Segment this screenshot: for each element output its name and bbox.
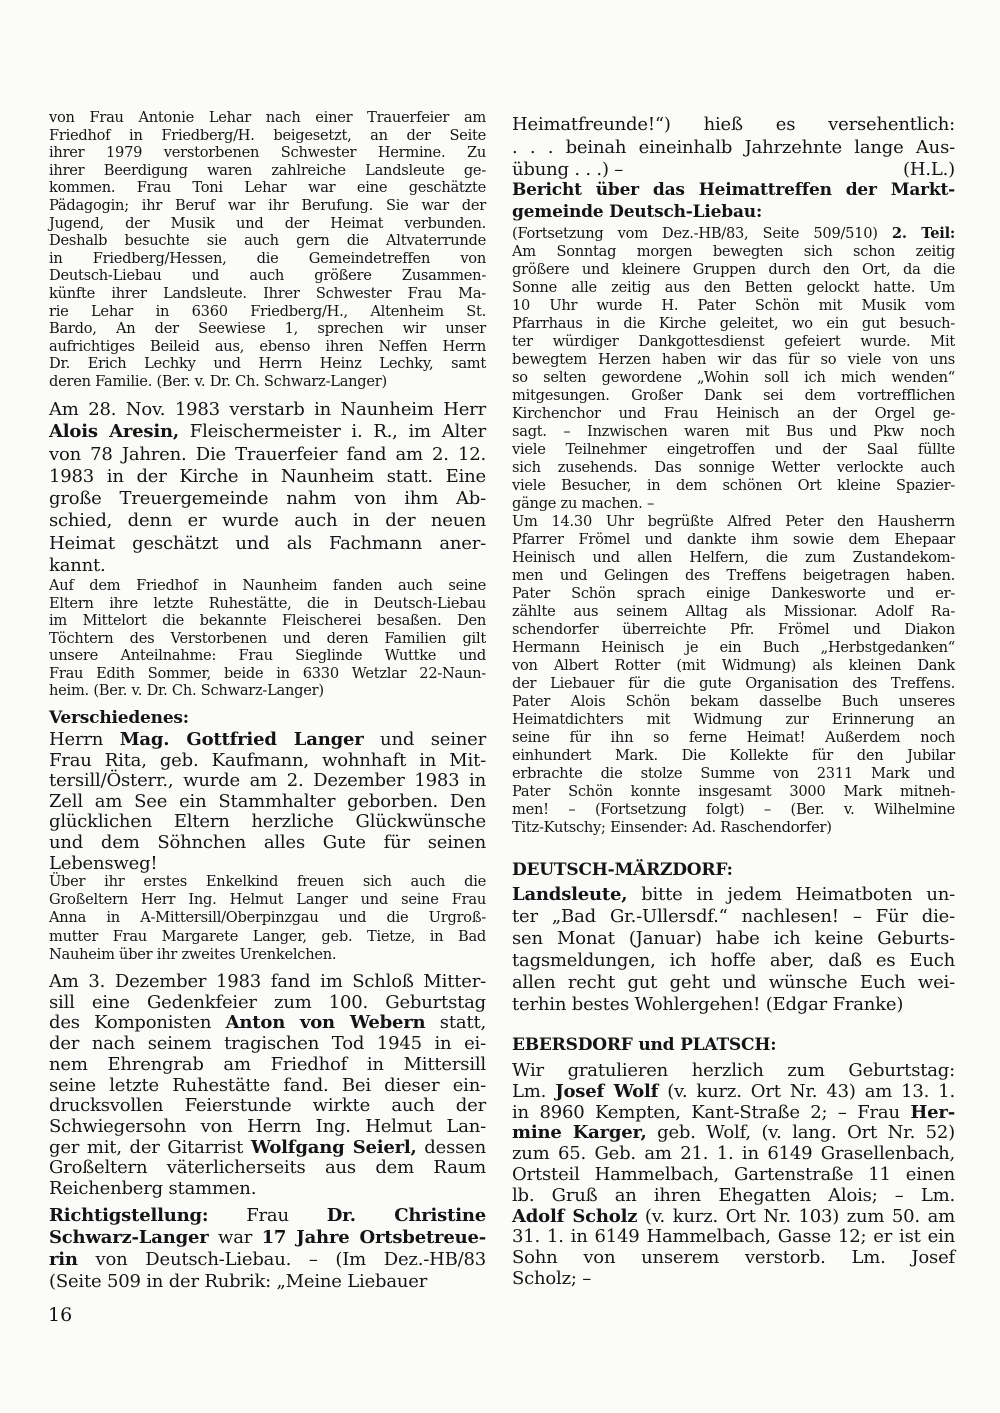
text-line (49, 1205, 486, 1227)
bold-text-run: Landsleute, (512, 884, 628, 905)
section-heading-deutsch-maerzdorf (512, 859, 955, 881)
heading-line: Bericht über das Heimattreffen der Markt- (512, 180, 955, 200)
text-line: Dr. Erich Lechky und Herrn Heinz Lechky, samt (49, 355, 486, 373)
text-line: Eltern ihre letzte Ruhestätte, die in Deutsch-Liebau (49, 594, 486, 612)
heimattreffen-afternoon-paragraph (512, 513, 955, 837)
text-line: viele Teilnehmer eingetroffen und der Saal füllte (512, 441, 955, 458)
heading-line: EBERSDORF und PLATSCH: (512, 1035, 777, 1055)
text-run: von Deutsch-Liebau. – (Im Dez.-HB/83 (77, 1249, 486, 1270)
text-line: und dem Söhnchen alles Gute für seinen (49, 831, 486, 853)
bold-text-run: Josef Wolf (555, 1080, 659, 1102)
text-line: tagsmeldungen, ich hoffe aber, daß es Euch (512, 950, 955, 971)
text-line: kannt. (49, 555, 106, 577)
bold-text-run: Adolf Scholz (512, 1205, 638, 1227)
text-line: sich zusehends. Das sonnige Wetter verlockte auch (512, 459, 955, 476)
text-line: terhin bestes Wohlergehen! (Edgar Franke) (512, 994, 904, 1015)
text-run: (v. kurz. Ort Nr. 103) zum 50. am (637, 1205, 955, 1227)
bold-text-run: 2. Teil: (891, 225, 955, 242)
text-line: Am 28. Nov. 1983 verstarb in Naunheim Herr (49, 399, 486, 420)
heading-line: gemeinde Deutsch-Liebau: (512, 202, 763, 222)
heimattreffen-report-paragraph (512, 225, 955, 513)
text-line: seine für ihn so ferne Heimat! Außerdem noch (512, 729, 955, 746)
text-line: Töchtern des Verstorbenen und deren Familien gilt (49, 629, 486, 647)
text-line: men und Gelingen des Treffens beigetragen haben. (512, 567, 955, 584)
text-run: (Fortsetzung vom Dez.-HB/83, Seite 509/510) (512, 225, 892, 242)
text-line (512, 225, 955, 243)
text-line: ter würdiger Dankgottesdienst gefeiert wurde. Mit (512, 333, 955, 350)
text-line: 31. 1. in 6149 Hammelbach, Gasse 12; er ist ein (512, 1226, 955, 1248)
section-heading-ebersdorf-platsch (512, 1034, 955, 1056)
text-line: Titz-Kutschy; Einsender: Ad. Raschendorfer) (512, 819, 832, 836)
text-line (512, 1103, 955, 1124)
text-line: Pfarrer Frömel und dankte ihm sowie dem Ehepaar (512, 531, 955, 548)
text-line: (Seite 509 in der Rubrik: „Meine Liebauer (49, 1271, 428, 1292)
section-heading-verschiedenes (49, 707, 486, 729)
text-run: übung . . .) – (512, 159, 624, 180)
text-line: sagt. – Inzwischen waren mit Bus und Pkw noch (512, 423, 955, 440)
text-line: Auf dem Friedhof in Naunheim fanden auch seine (49, 577, 486, 594)
text-line: rie Lehar in 6360 Friedberg/H., Altenheim St. (49, 302, 486, 320)
text-line: künfte ihrer Landsleute. Ihrer Schwester Frau Ma- (49, 284, 486, 302)
text-run: statt, (425, 1012, 486, 1034)
text-line: Deutsch-Liebau und auch größere Zusammen- (49, 267, 486, 285)
bold-text-run: rin (49, 1249, 78, 1270)
text-line: Zell am See ein Stammhalter geborben. Den (49, 790, 486, 812)
text-line: lb. Gruß an ihren Ehegatten Alois; – Lm. (512, 1184, 955, 1206)
text-line: von Albert Rotter (mit Widmung) als kleinen Dank (512, 657, 955, 674)
text-run: Frau (208, 1205, 327, 1226)
grandparents-paragraph (49, 873, 486, 964)
text-line (49, 421, 486, 443)
bold-text-run: Schwarz-Langer (49, 1227, 209, 1248)
text-line: zählte aus seinem Alltag als Missionar. Adolf Ra- (512, 603, 955, 620)
text-line: Friedhof in Friedberg/H. beigesetzt, an der Seite (49, 126, 486, 144)
text-run: Herrn (49, 729, 120, 750)
bold-text-run: Wolfgang Seierl, (250, 1136, 417, 1158)
text-line: deren Familie. (Ber. v. Dr. Ch. Schwarz-Langer) (49, 372, 387, 390)
aresin-family-paragraph (49, 577, 486, 700)
text-line: viele Besucher, in dem schönen Ort kleine Spazier- (512, 477, 955, 494)
text-line: bewegtem Herzen haben wir das für so viele von uns (512, 351, 955, 368)
text-line: große Treuergemeinde nahm von ihm Ab- (49, 488, 486, 510)
text-line: zum 65. Geb. am 21. 1. in 6149 Grasellenbach, (512, 1143, 955, 1165)
text-line: Großeltern Herr Ing. Helmut Langer und seine Frau (49, 891, 486, 909)
text-line: so selten gewordene „Wohin soll ich mich wenden“ (512, 369, 955, 386)
correction-continued-paragraph (512, 114, 955, 182)
text-line: Heimatdichters mit Widmung zur Erinnerung an (512, 711, 955, 728)
text-line: größere und kleinere Gruppen durch den Ort, da die (512, 261, 955, 278)
text-line: Deshalb besuchte sie auch gern die Altvaterrunde (49, 232, 486, 250)
text-line: sill eine Gedenkfeier zum 100. Geburtstag (49, 991, 486, 1013)
text-line: Frau Rita, geb. Kaufmann, wohnhaft in Mit- (49, 749, 486, 771)
maerzdorf-paragraph (512, 884, 955, 1016)
text-line: Reichenberg stammen. (49, 1178, 257, 1200)
bold-text-run: Anton von Webern (225, 1012, 426, 1034)
text-line: heim. (Ber. v. Dr. Ch. Schwarz-Langer) (49, 682, 324, 699)
bold-text-run: Alois Aresin, (49, 421, 179, 443)
text-run: war (208, 1227, 262, 1248)
text-line: Ortsteil Hammelbach, Gartenstraße 11 einen (512, 1163, 955, 1185)
text-line: Heimatfreunde!“) hieß es versehentlich: (512, 114, 955, 135)
text-line (512, 884, 955, 906)
correction-paragraph (49, 1205, 486, 1293)
text-line: glücklichen Eltern herzliche Glückwünsche (49, 811, 486, 833)
text-run: (v. kurz. Ort Nr. 43) am 13. 1. (658, 1080, 956, 1102)
text-line: Über ihr erstes Enkelkind freuen sich auch die (49, 873, 486, 890)
text-line: nem Ehrengrab am Friedhof in Mittersill (49, 1053, 486, 1075)
text-line: Um 14.30 Uhr begrüßte Alfred Peter den Hausherrn (512, 513, 955, 530)
text-line: Schwiegersohn von Herrn Ing. Helmut Lan- (49, 1115, 486, 1137)
text-line: sen Monat (Januar) habe ich keine Geburts- (512, 928, 955, 949)
text-line: einhundert Mark. Die Kollekte für den Jubilar (512, 747, 955, 764)
text-line: schendorfer überreichte Pfr. Frömel und Diakon (512, 621, 955, 638)
text-line: kommen. Frau Toni Lehar war eine geschätzte (49, 179, 486, 197)
text-line: erbrachte die stolze Summe von 2311 Mark und (512, 765, 955, 782)
text-line: Heinisch und allen Helfern, die zum Zustandekom- (512, 549, 955, 566)
text-line (49, 1013, 486, 1034)
text-line: im Mittelort die bekannte Fleischerei besaßen. Den (49, 612, 486, 629)
text-line (49, 730, 486, 751)
text-line: schied, denn er wurde auch in der neuen (49, 510, 486, 532)
text-line: drucksvollen Feierstunde wirkte auch der (49, 1095, 486, 1117)
text-line: Wir gratulieren herzlich zum Geburtstag: (512, 1060, 955, 1081)
text-line: mitgesungen. Großer Dank sei dem vortrefflichen (512, 387, 955, 404)
birth-announcement-paragraph (49, 730, 486, 874)
text-line: Pater Schön konnte insgesamt 3000 Mark mitneh- (512, 783, 955, 800)
text-run: geb. Wolf, (v. lang. Ort Nr. 52) (646, 1122, 955, 1144)
text-line: Frau Edith Sommer, beide in 6330 Wetzlar 22-Naun- (49, 664, 486, 682)
heading-line: Verschiedenes: (49, 708, 189, 728)
text-line: Anna in A-Mittersill/Oberpinzgau und die Urgroß- (49, 909, 486, 927)
text-line: in Friedberg/Hessen, die Gemeindetreffen von (49, 249, 486, 267)
text-line: der nach seinem tragischen Tod 1945 in ei- (49, 1033, 486, 1055)
text-line: men! – (Fortsetzung folgt) – (Ber. v. Wilhelmine (512, 801, 955, 818)
text-run: und seiner (363, 729, 486, 750)
obituary-aresin-paragraph (49, 399, 486, 577)
bold-text-run: 17 Jahre Ortsbetreue- (261, 1227, 487, 1248)
text-line: seine letzte Ruhestätte fand. Bei dieser ein- (49, 1074, 486, 1096)
obituary-lehar-paragraph (49, 109, 486, 391)
webern-commemoration-paragraph (49, 972, 486, 1200)
text-run: des Komponisten (49, 1012, 226, 1034)
text-line: Sohn von unserem verstorb. Lm. Josef (512, 1247, 955, 1269)
text-line (512, 1123, 955, 1144)
author-initials: (H.L.) (903, 159, 955, 180)
ebersdorf-birthdays-paragraph (512, 1061, 955, 1290)
text-line: Heimat geschätzt und als Fachmann aner- (49, 532, 486, 554)
text-line: Pfarrhaus in die Kirche geleitet, wo ein gut besuch- (512, 315, 955, 332)
text-line: Jugend, der Musik und der Heimat verbunden. (49, 214, 486, 232)
text-line: von 78 Jahren. Die Trauerfeier fand am 2. 12. (49, 443, 486, 465)
bold-text-run: Dr. Christine (326, 1205, 486, 1226)
heading-line: DEUTSCH-MÄRZDORF: (512, 860, 733, 880)
text-line: Am Sonntag morgen bewegten sich schon zeitig (512, 243, 955, 260)
text-run: bitte in jedem Heimatboten un- (627, 884, 955, 905)
text-line: 1983 in der Kirche in Naunheim statt. Eine (49, 465, 486, 487)
text-run: dessen (416, 1136, 487, 1158)
text-line: Nauheim über ihr zweites Urenkelchen. (49, 945, 337, 963)
text-line: Sonne alle zeitig aus den Betten gelockt hatte. Um (512, 279, 955, 296)
text-line (49, 1138, 486, 1159)
text-line: tersill/Österr., wurde am 2. Dezember 1983 in (49, 770, 486, 792)
text-line: Scholz; – (512, 1267, 592, 1289)
bold-text-run: Richtigstellung: (49, 1205, 209, 1226)
text-line (512, 1207, 955, 1228)
text-run: Fleischermeister i. R., im Alter (178, 421, 486, 443)
text-run: in 8960 Kempten, Kant-Straße 2; – Frau (512, 1101, 911, 1123)
text-line: aufrichtiges Beileid aus, ebenso ihren Neffen Herrn (49, 337, 486, 355)
text-line: Kirchenchor und Frau Heinisch an der Orgel ge- (512, 405, 955, 422)
text-line: Großeltern väterlicherseits aus dem Raum (49, 1157, 486, 1179)
text-line: Bardo, An der Seewiese 1, sprechen wir unser (49, 320, 486, 338)
text-line (512, 1082, 955, 1103)
text-line: 10 Uhr wurde H. Pater Schön mit Musik vom (512, 297, 955, 314)
text-line: von Frau Antonie Lehar nach einer Trauerfeier am (49, 109, 486, 126)
text-line: . . . beinah eineinhalb Jahrzehnte lange Aus- (512, 136, 955, 158)
text-line: Pater Alois Schön bekam dasselbe Buch unseres (512, 693, 955, 710)
text-line (49, 1249, 486, 1271)
text-line: Am 3. Dezember 1983 fand im Schloß Mitter- (49, 971, 486, 992)
text-line: Pädagogin; ihr Beruf war ihr Berufung. Sie war der (49, 196, 486, 214)
section-heading-heimattreffen (512, 179, 955, 223)
text-line: Hermann Heinisch je ein Buch „Herbstgedanken“ (512, 639, 955, 656)
text-line: mutter Frau Margarete Langer, geb. Tietze, in Bad (49, 927, 486, 945)
text-line: der Liebauer für die gute Organisation des Treffens. (512, 675, 955, 692)
text-line: unsere Anteilnahme: Frau Sieglinde Wuttke und (49, 647, 486, 664)
text-run: ger mit, der Gitarrist (49, 1136, 251, 1158)
page-number: 16 (48, 1304, 73, 1326)
text-run: Lm. (512, 1080, 556, 1102)
text-line: allen recht gut geht und wünsche Euch wei- (512, 972, 955, 993)
text-line: gänge zu machen. – (512, 495, 655, 512)
text-line: Pater Schön sprach einige Dankesworte und er- (512, 585, 955, 602)
bold-text-run: Her- (910, 1101, 955, 1123)
bold-text-run: mine Karger, (512, 1122, 647, 1144)
text-line: ihrer Beerdigung waren zahlreiche Landsleute ge- (49, 161, 486, 179)
text-line: ter „Bad Gr.-Ullersdf.“ nachlesen! – Für die- (512, 906, 955, 927)
bold-text-run: Mag. Gottfried Langer (119, 729, 364, 750)
text-line: ihrer 1979 verstorbenen Schwester Hermine. Zu (49, 144, 486, 162)
text-line: Lebensweg! (49, 852, 158, 874)
text-line (49, 1227, 486, 1249)
